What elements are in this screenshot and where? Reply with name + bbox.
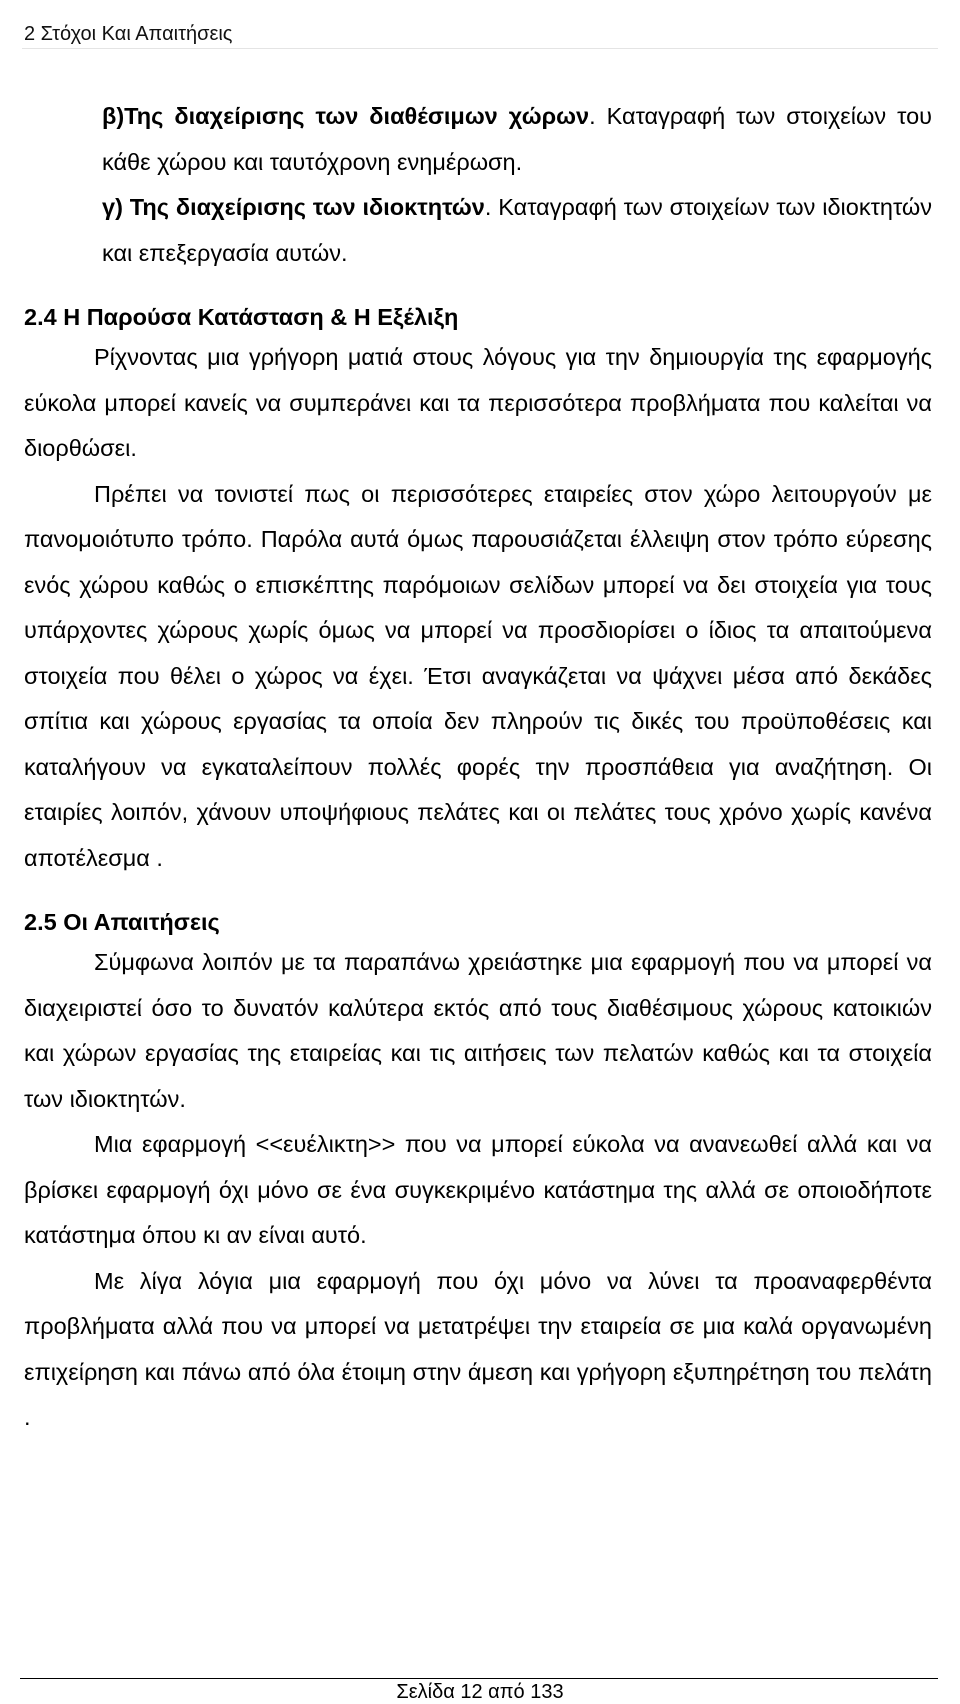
section-heading-2-4: 2.4 Η Παρούσα Κατάσταση & Η Εξέλιξη — [24, 304, 459, 330]
list-item-label: γ) Της διαχείρισης των ιδιοκτητών — [102, 194, 485, 220]
paragraph: Πρέπει να τονιστεί πως οι περισσότερες εταιρείες στον χώρο λειτουργούν με πανομοιότυπο τρόπο. Παρόλα αυτά όμως παρουσιάζεται έλλειψη στον τρόπο εύρεσης ενός χώρου καθώς ο επισκέπτης παρόμοιων σελίδων μπορεί να δει στοιχεία για τους υπάρχοντες χώρους χωρίς όμως να μπορεί να προσδιορίσει ο ίδιος τα απαιτούμενα στοιχεία που θέλει ο χώρος να έχει. Έτσι αναγκάζεται να ψάχνει μέσα από δεκάδες σπίτια και χώρους εργασίας τα οποία δεν πληρούν τις δικές του προϋποθέσεις και καταλήγουν να εγκαταλείπουν πολλές φορές την προσπάθεια για αναζήτηση. Οι εταιρίες λοιπόν, χάνουν υποψήφιους πελάτες και οι πελάτες τους χρόνο χωρίς κανένα αποτέλεσμα . — [24, 480, 932, 871]
paragraph: Με λίγα λόγια μια εφαρμογή που όχι μόνο να λύνει τα προαναφερθέντα προβλήματα αλλά που να μπορεί να μετατρέψει την εταιρεία σε μια καλά οργανωμένη επιχείρηση και πάνω από όλα έτοιμη στην άμεση και γρήγορη εξυπηρέτηση του πελάτη . — [24, 1267, 932, 1430]
paragraph: Ρίχνοντας μια γρήγορη ματιά στους λόγους για την δημιουργία της εφαρμογής εύκολα μπορεί κανείς να συμπεράνει και τα περισσότερα προβλήματα που καλείται να διορθώσει. — [24, 344, 932, 461]
page-number: Σελίδα 12 από 133 — [396, 1681, 564, 1703]
list-item-owners — [102, 185, 932, 276]
list-item-text: . Καταγραφή των στοιχείων των ιδιοκτητών και επεξεργασία αυτών. — [102, 194, 932, 266]
section-heading-2-5: 2.5 Οι Απαιτήσεις — [24, 909, 220, 935]
list-item-text: . Καταγραφή των στοιχείων του κάθε χώρου και ταυτόχρονη ενημέρωση. — [102, 103, 932, 175]
paragraph: Μια εφαρμογή <<ευέλικτη>> που να μπορεί εύκολα να ανανεωθεί αλλά και να βρίσκει εφαρμογή όχι μόνο σε ένα συγκεκριμένο κατάστημα της αλλά σε οποιοδήποτε κατάστημα όπου κι αν είναι αυτό. — [24, 1131, 932, 1248]
footer-divider — [20, 1678, 938, 1679]
paragraph: Σύμφωνα λοιπόν με τα παραπάνω χρειάστηκε μια εφαρμογή που να μπορεί να διαχειριστεί όσο το δυνατόν καλύτερα εκτός από τους διαθέσιμους χώρους κατοικιών και χώρων εργασίας της εταιρείας και τις αιτήσεις των πελατών καθώς και τα στοιχεία των ιδιοκτητών. — [24, 949, 932, 1112]
page-body — [24, 94, 932, 1441]
header-divider — [22, 48, 938, 49]
running-header: 2 Στόχοι Και Απαιτήσεις — [24, 23, 233, 45]
list-item-spaces — [102, 94, 932, 185]
list-item-label: β)Της διαχείρισης των διαθέσιμων χώρων — [102, 103, 590, 129]
